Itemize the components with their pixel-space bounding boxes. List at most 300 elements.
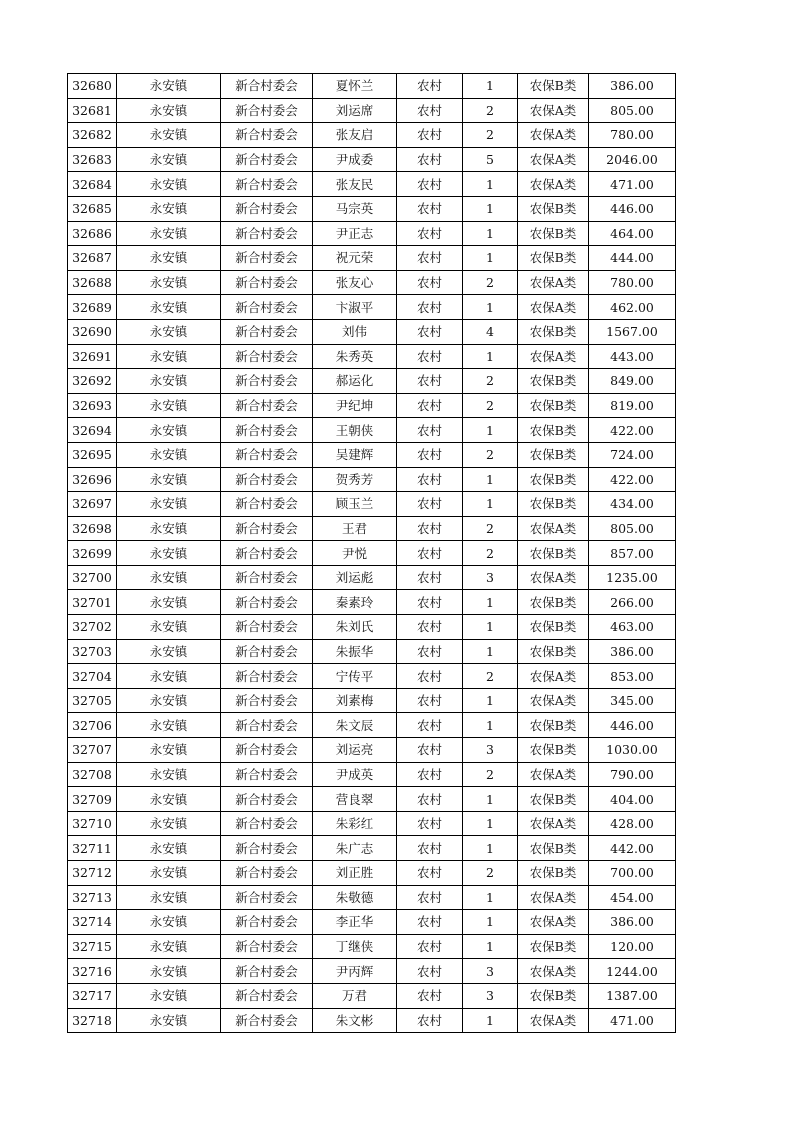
cell-village-committee: 新合村委会 [221, 639, 313, 664]
cell-insurance-category: 农保A类 [518, 98, 589, 123]
cell-insurance-category: 农保B类 [518, 467, 589, 492]
cell-name: 卞淑平 [313, 295, 397, 320]
table-row [68, 811, 676, 836]
cell-amount: 1567.00 [589, 319, 676, 344]
cell-amount: 849.00 [589, 369, 676, 394]
table-row [68, 713, 676, 738]
cell-village-committee: 新合村委会 [221, 762, 313, 787]
cell-record-id: 32712 [68, 861, 117, 886]
table-row [68, 418, 676, 443]
cell-town: 永安镇 [117, 393, 221, 418]
cell-household-type: 农村 [397, 713, 463, 738]
cell-name: 刘运亮 [313, 738, 397, 763]
cell-village-committee: 新合村委会 [221, 959, 313, 984]
table-row [68, 147, 676, 172]
cell-name: 刘伟 [313, 319, 397, 344]
cell-household-type: 农村 [397, 172, 463, 197]
cell-amount: 464.00 [589, 221, 676, 246]
cell-member-count: 1 [463, 467, 518, 492]
cell-record-id: 32706 [68, 713, 117, 738]
cell-amount: 386.00 [589, 74, 676, 99]
cell-insurance-category: 农保B类 [518, 738, 589, 763]
table-row [68, 492, 676, 517]
cell-member-count: 2 [463, 270, 518, 295]
table-row [68, 1008, 676, 1033]
cell-record-id: 32693 [68, 393, 117, 418]
cell-household-type: 农村 [397, 861, 463, 886]
table-row [68, 615, 676, 640]
cell-household-type: 农村 [397, 1008, 463, 1033]
cell-household-type: 农村 [397, 983, 463, 1008]
cell-record-id: 32710 [68, 811, 117, 836]
cell-member-count: 2 [463, 861, 518, 886]
cell-member-count: 1 [463, 934, 518, 959]
cell-insurance-category: 农保B类 [518, 590, 589, 615]
cell-record-id: 32696 [68, 467, 117, 492]
cell-name: 王君 [313, 516, 397, 541]
cell-insurance-category: 农保B类 [518, 369, 589, 394]
cell-name: 尹纪坤 [313, 393, 397, 418]
cell-insurance-category: 农保B类 [518, 861, 589, 886]
cell-amount: 386.00 [589, 639, 676, 664]
cell-insurance-category: 农保B类 [518, 934, 589, 959]
table-row [68, 639, 676, 664]
cell-village-committee: 新合村委会 [221, 492, 313, 517]
cell-amount: 462.00 [589, 295, 676, 320]
cell-amount: 345.00 [589, 688, 676, 713]
cell-village-committee: 新合村委会 [221, 393, 313, 418]
cell-village-committee: 新合村委会 [221, 565, 313, 590]
table-row [68, 344, 676, 369]
cell-village-committee: 新合村委会 [221, 123, 313, 148]
cell-insurance-category: 农保A类 [518, 147, 589, 172]
cell-insurance-category: 农保B类 [518, 713, 589, 738]
cell-household-type: 农村 [397, 615, 463, 640]
table-body [68, 74, 676, 1033]
cell-name: 王朝侠 [313, 418, 397, 443]
cell-member-count: 2 [463, 369, 518, 394]
table-row [68, 590, 676, 615]
cell-insurance-category: 农保B类 [518, 246, 589, 271]
cell-member-count: 1 [463, 639, 518, 664]
cell-record-id: 32707 [68, 738, 117, 763]
cell-town: 永安镇 [117, 369, 221, 394]
cell-amount: 1235.00 [589, 565, 676, 590]
cell-member-count: 1 [463, 74, 518, 99]
table-row [68, 516, 676, 541]
cell-insurance-category: 农保B类 [518, 319, 589, 344]
cell-household-type: 农村 [397, 565, 463, 590]
cell-village-committee: 新合村委会 [221, 910, 313, 935]
table-row [68, 836, 676, 861]
cell-household-type: 农村 [397, 98, 463, 123]
cell-amount: 805.00 [589, 98, 676, 123]
cell-household-type: 农村 [397, 147, 463, 172]
cell-household-type: 农村 [397, 959, 463, 984]
cell-household-type: 农村 [397, 910, 463, 935]
cell-member-count: 2 [463, 664, 518, 689]
cell-member-count: 1 [463, 246, 518, 271]
cell-insurance-category: 农保A类 [518, 270, 589, 295]
cell-name: 朱敬德 [313, 885, 397, 910]
cell-village-committee: 新合村委会 [221, 688, 313, 713]
cell-village-committee: 新合村委会 [221, 934, 313, 959]
cell-record-id: 32703 [68, 639, 117, 664]
cell-record-id: 32713 [68, 885, 117, 910]
cell-amount: 422.00 [589, 467, 676, 492]
cell-member-count: 3 [463, 738, 518, 763]
cell-household-type: 农村 [397, 393, 463, 418]
cell-member-count: 1 [463, 688, 518, 713]
cell-name: 夏怀兰 [313, 74, 397, 99]
cell-member-count: 1 [463, 221, 518, 246]
cell-record-id: 32683 [68, 147, 117, 172]
cell-record-id: 32686 [68, 221, 117, 246]
cell-name: 祝元荣 [313, 246, 397, 271]
cell-town: 永安镇 [117, 541, 221, 566]
cell-town: 永安镇 [117, 615, 221, 640]
cell-name: 朱广志 [313, 836, 397, 861]
cell-member-count: 1 [463, 615, 518, 640]
cell-village-committee: 新合村委会 [221, 713, 313, 738]
cell-town: 永安镇 [117, 934, 221, 959]
cell-name: 丁继侠 [313, 934, 397, 959]
cell-name: 尹成委 [313, 147, 397, 172]
cell-household-type: 农村 [397, 934, 463, 959]
cell-member-count: 2 [463, 123, 518, 148]
cell-village-committee: 新合村委会 [221, 885, 313, 910]
cell-insurance-category: 农保B类 [518, 442, 589, 467]
cell-name: 刘运席 [313, 98, 397, 123]
cell-record-id: 32685 [68, 196, 117, 221]
cell-amount: 434.00 [589, 492, 676, 517]
cell-name: 刘运彪 [313, 565, 397, 590]
cell-member-count: 5 [463, 147, 518, 172]
cell-member-count: 1 [463, 910, 518, 935]
cell-town: 永安镇 [117, 565, 221, 590]
cell-member-count: 1 [463, 295, 518, 320]
cell-record-id: 32704 [68, 664, 117, 689]
cell-record-id: 32694 [68, 418, 117, 443]
cell-insurance-category: 农保A类 [518, 295, 589, 320]
cell-town: 永安镇 [117, 713, 221, 738]
cell-town: 永安镇 [117, 319, 221, 344]
cell-record-id: 32701 [68, 590, 117, 615]
cell-insurance-category: 农保A类 [518, 172, 589, 197]
table-row [68, 196, 676, 221]
cell-household-type: 农村 [397, 295, 463, 320]
cell-name: 万君 [313, 983, 397, 1008]
table-row [68, 910, 676, 935]
cell-amount: 422.00 [589, 418, 676, 443]
table-row [68, 221, 676, 246]
cell-name: 马宗英 [313, 196, 397, 221]
cell-village-committee: 新合村委会 [221, 147, 313, 172]
cell-amount: 471.00 [589, 172, 676, 197]
cell-amount: 443.00 [589, 344, 676, 369]
cell-village-committee: 新合村委会 [221, 74, 313, 99]
cell-record-id: 32709 [68, 787, 117, 812]
cell-amount: 442.00 [589, 836, 676, 861]
cell-village-committee: 新合村委会 [221, 811, 313, 836]
cell-name: 尹丙辉 [313, 959, 397, 984]
cell-name: 张友启 [313, 123, 397, 148]
cell-insurance-category: 农保A类 [518, 664, 589, 689]
cell-town: 永安镇 [117, 123, 221, 148]
cell-amount: 454.00 [589, 885, 676, 910]
cell-town: 永安镇 [117, 172, 221, 197]
cell-record-id: 32705 [68, 688, 117, 713]
cell-amount: 857.00 [589, 541, 676, 566]
cell-amount: 853.00 [589, 664, 676, 689]
table-row [68, 98, 676, 123]
cell-member-count: 3 [463, 565, 518, 590]
cell-household-type: 农村 [397, 196, 463, 221]
cell-member-count: 1 [463, 344, 518, 369]
cell-village-committee: 新合村委会 [221, 615, 313, 640]
cell-name: 朱振华 [313, 639, 397, 664]
cell-name: 朱彩红 [313, 811, 397, 836]
cell-member-count: 1 [463, 1008, 518, 1033]
cell-amount: 700.00 [589, 861, 676, 886]
cell-insurance-category: 农保B类 [518, 836, 589, 861]
cell-member-count: 2 [463, 541, 518, 566]
cell-household-type: 农村 [397, 492, 463, 517]
table-row [68, 541, 676, 566]
cell-name: 李正华 [313, 910, 397, 935]
cell-name: 顾玉兰 [313, 492, 397, 517]
cell-name: 吴建辉 [313, 442, 397, 467]
cell-household-type: 农村 [397, 270, 463, 295]
table-row [68, 861, 676, 886]
cell-amount: 1244.00 [589, 959, 676, 984]
cell-town: 永安镇 [117, 418, 221, 443]
cell-amount: 724.00 [589, 442, 676, 467]
cell-town: 永安镇 [117, 639, 221, 664]
cell-record-id: 32699 [68, 541, 117, 566]
cell-household-type: 农村 [397, 467, 463, 492]
cell-amount: 446.00 [589, 196, 676, 221]
cell-record-id: 32714 [68, 910, 117, 935]
cell-record-id: 32690 [68, 319, 117, 344]
cell-insurance-category: 农保A类 [518, 516, 589, 541]
cell-name: 贺秀芳 [313, 467, 397, 492]
cell-village-committee: 新合村委会 [221, 590, 313, 615]
cell-insurance-category: 农保A类 [518, 565, 589, 590]
cell-name: 刘正胜 [313, 861, 397, 886]
cell-insurance-category: 农保B类 [518, 639, 589, 664]
cell-amount: 1387.00 [589, 983, 676, 1008]
cell-town: 永安镇 [117, 811, 221, 836]
cell-member-count: 2 [463, 762, 518, 787]
table-row [68, 172, 676, 197]
cell-village-committee: 新合村委会 [221, 787, 313, 812]
cell-insurance-category: 农保A类 [518, 762, 589, 787]
cell-member-count: 2 [463, 442, 518, 467]
cell-member-count: 1 [463, 885, 518, 910]
cell-member-count: 1 [463, 492, 518, 517]
table-row [68, 664, 676, 689]
cell-town: 永安镇 [117, 910, 221, 935]
cell-record-id: 32700 [68, 565, 117, 590]
cell-name: 张友民 [313, 172, 397, 197]
cell-member-count: 1 [463, 836, 518, 861]
cell-town: 永安镇 [117, 246, 221, 271]
cell-member-count: 1 [463, 172, 518, 197]
cell-insurance-category: 农保A类 [518, 688, 589, 713]
cell-town: 永安镇 [117, 664, 221, 689]
cell-name: 郝运化 [313, 369, 397, 394]
cell-amount: 444.00 [589, 246, 676, 271]
cell-household-type: 农村 [397, 246, 463, 271]
cell-name: 尹正志 [313, 221, 397, 246]
cell-insurance-category: 农保A类 [518, 910, 589, 935]
cell-household-type: 农村 [397, 811, 463, 836]
table-row [68, 762, 676, 787]
cell-town: 永安镇 [117, 983, 221, 1008]
cell-record-id: 32695 [68, 442, 117, 467]
cell-record-id: 32716 [68, 959, 117, 984]
cell-village-committee: 新合村委会 [221, 246, 313, 271]
cell-record-id: 32692 [68, 369, 117, 394]
cell-village-committee: 新合村委会 [221, 516, 313, 541]
cell-name: 尹悦 [313, 541, 397, 566]
cell-town: 永安镇 [117, 442, 221, 467]
cell-household-type: 农村 [397, 836, 463, 861]
cell-insurance-category: 农保A类 [518, 885, 589, 910]
cell-village-committee: 新合村委会 [221, 738, 313, 763]
cell-village-committee: 新合村委会 [221, 541, 313, 566]
cell-town: 永安镇 [117, 516, 221, 541]
cell-record-id: 32702 [68, 615, 117, 640]
cell-record-id: 32688 [68, 270, 117, 295]
table-row [68, 369, 676, 394]
cell-household-type: 农村 [397, 516, 463, 541]
table-row [68, 246, 676, 271]
table-row [68, 295, 676, 320]
cell-amount: 404.00 [589, 787, 676, 812]
cell-member-count: 1 [463, 811, 518, 836]
cell-member-count: 2 [463, 98, 518, 123]
cell-amount: 266.00 [589, 590, 676, 615]
cell-town: 永安镇 [117, 738, 221, 763]
cell-insurance-category: 农保A类 [518, 344, 589, 369]
table-row [68, 688, 676, 713]
cell-record-id: 32684 [68, 172, 117, 197]
cell-village-committee: 新合村委会 [221, 369, 313, 394]
cell-insurance-category: 农保B类 [518, 196, 589, 221]
cell-village-committee: 新合村委会 [221, 467, 313, 492]
cell-household-type: 农村 [397, 442, 463, 467]
cell-amount: 780.00 [589, 270, 676, 295]
cell-village-committee: 新合村委会 [221, 836, 313, 861]
cell-amount: 1030.00 [589, 738, 676, 763]
cell-member-count: 3 [463, 959, 518, 984]
cell-village-committee: 新合村委会 [221, 221, 313, 246]
cell-insurance-category: 农保B类 [518, 492, 589, 517]
cell-household-type: 农村 [397, 418, 463, 443]
cell-village-committee: 新合村委会 [221, 344, 313, 369]
cell-town: 永安镇 [117, 885, 221, 910]
cell-record-id: 32711 [68, 836, 117, 861]
cell-insurance-category: 农保B类 [518, 74, 589, 99]
cell-record-id: 32687 [68, 246, 117, 271]
subsidy-table [67, 73, 676, 1033]
cell-record-id: 32691 [68, 344, 117, 369]
cell-name: 朱文彬 [313, 1008, 397, 1033]
cell-insurance-category: 农保A类 [518, 123, 589, 148]
cell-insurance-category: 农保B类 [518, 615, 589, 640]
cell-village-committee: 新合村委会 [221, 861, 313, 886]
cell-town: 永安镇 [117, 344, 221, 369]
cell-insurance-category: 农保B类 [518, 221, 589, 246]
table-row [68, 959, 676, 984]
cell-town: 永安镇 [117, 147, 221, 172]
cell-amount: 780.00 [589, 123, 676, 148]
cell-member-count: 1 [463, 713, 518, 738]
cell-town: 永安镇 [117, 1008, 221, 1033]
cell-name: 朱刘氏 [313, 615, 397, 640]
cell-record-id: 32715 [68, 934, 117, 959]
cell-village-committee: 新合村委会 [221, 983, 313, 1008]
table-row [68, 270, 676, 295]
cell-amount: 386.00 [589, 910, 676, 935]
cell-member-count: 3 [463, 983, 518, 1008]
cell-household-type: 农村 [397, 762, 463, 787]
cell-town: 永安镇 [117, 762, 221, 787]
table-row [68, 442, 676, 467]
cell-member-count: 1 [463, 787, 518, 812]
cell-town: 永安镇 [117, 959, 221, 984]
cell-record-id: 32689 [68, 295, 117, 320]
cell-record-id: 32718 [68, 1008, 117, 1033]
cell-village-committee: 新合村委会 [221, 196, 313, 221]
cell-name: 朱秀英 [313, 344, 397, 369]
cell-village-committee: 新合村委会 [221, 319, 313, 344]
cell-member-count: 2 [463, 516, 518, 541]
cell-household-type: 农村 [397, 221, 463, 246]
cell-name: 朱文辰 [313, 713, 397, 738]
cell-amount: 790.00 [589, 762, 676, 787]
cell-name: 秦素玲 [313, 590, 397, 615]
cell-household-type: 农村 [397, 319, 463, 344]
cell-household-type: 农村 [397, 885, 463, 910]
cell-member-count: 1 [463, 590, 518, 615]
cell-member-count: 2 [463, 393, 518, 418]
cell-village-committee: 新合村委会 [221, 98, 313, 123]
cell-record-id: 32697 [68, 492, 117, 517]
cell-record-id: 32682 [68, 123, 117, 148]
cell-insurance-category: 农保B类 [518, 787, 589, 812]
cell-member-count: 1 [463, 196, 518, 221]
cell-name: 刘素梅 [313, 688, 397, 713]
cell-insurance-category: 农保A类 [518, 811, 589, 836]
table-row [68, 787, 676, 812]
cell-name: 尹成英 [313, 762, 397, 787]
cell-amount: 446.00 [589, 713, 676, 738]
cell-household-type: 农村 [397, 639, 463, 664]
cell-town: 永安镇 [117, 98, 221, 123]
cell-village-committee: 新合村委会 [221, 1008, 313, 1033]
cell-name: 张友心 [313, 270, 397, 295]
cell-town: 永安镇 [117, 688, 221, 713]
cell-insurance-category: 农保A类 [518, 959, 589, 984]
cell-insurance-category: 农保B类 [518, 393, 589, 418]
table-row [68, 74, 676, 99]
table-row [68, 885, 676, 910]
cell-household-type: 农村 [397, 664, 463, 689]
cell-household-type: 农村 [397, 738, 463, 763]
